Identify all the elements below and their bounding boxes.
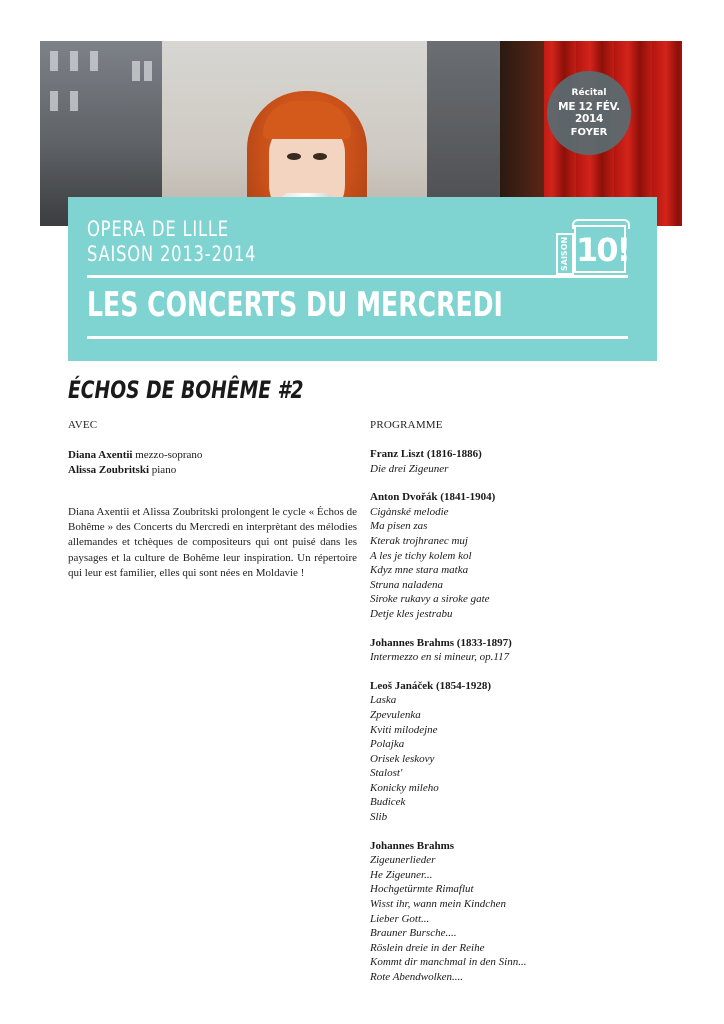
banner-title: LES CONCERTS DU MERCREDI xyxy=(87,285,503,325)
work-title: Kommt dir manchmal in den Sinn... xyxy=(370,956,527,969)
banner-divider-top xyxy=(87,275,628,278)
work-title: Zigeunerlieder xyxy=(370,854,436,867)
work-title: Wisst ihr, wann mein Kindchen xyxy=(370,898,506,911)
date-badge xyxy=(547,71,631,155)
composer-name: Franz Liszt (1816-1886) xyxy=(370,448,482,460)
programme-heading: PROGRAMME xyxy=(370,419,443,431)
programme-group xyxy=(370,490,670,621)
programme-list xyxy=(370,447,670,999)
work-title: Hochgetürmte Rimaflut xyxy=(370,883,474,896)
work-title: Struna naladena xyxy=(370,578,444,591)
event-title: ÉCHOS DE BOHÊME #2 xyxy=(68,376,304,404)
concert-description: Diana Axentii et Alissa Zoubritski prolongent le cycle « Échos de Bohême » des Concerts du Mercredi en interprètant des mélodies allemandes et tchèques de compositeurs qui ont puisé dans les paysages et la culture de Bohême leur inspiration. Un répertoire qui leur est familier, elles qui sont nées en Moldavie ! xyxy=(68,506,357,579)
performer-role: mezzo-soprano xyxy=(135,449,203,461)
work-title: Laska xyxy=(370,694,397,707)
programme-group xyxy=(370,636,670,665)
banner-organisation: OPERA DE LILLE xyxy=(87,217,229,241)
work-title: Lieber Gott... xyxy=(370,912,430,925)
work-title: Budicek xyxy=(370,796,406,809)
header-banner xyxy=(68,197,657,361)
work-title: Zpevulenka xyxy=(370,708,421,721)
composer-name: Johannes Brahms (1833-1897) xyxy=(370,636,512,649)
work-title: He Zigeuner... xyxy=(370,868,433,881)
composer-name: Leoš Janáček (1854-1928) xyxy=(370,679,491,692)
work-title: Siroke rukavy a siroke gate xyxy=(370,593,490,606)
performer-name: Diana Axentii xyxy=(68,449,133,461)
composer-name: Anton Dvořák (1841-1904) xyxy=(370,491,496,504)
work-title: Kviti milodejne xyxy=(370,723,438,736)
saison-logo-number: 10! xyxy=(574,225,626,273)
work-title: Kterak trojhranec muj xyxy=(370,534,468,547)
work-title: Polajka xyxy=(370,738,405,751)
work-title: Orisek leskovy xyxy=(370,752,435,765)
work-title: Rote Abendwolken.... xyxy=(370,971,463,983)
saison-logo xyxy=(552,219,628,273)
badge-venue: FOYER xyxy=(570,127,608,138)
banner-divider-bottom xyxy=(87,336,628,339)
avec-heading: AVEC xyxy=(68,419,98,431)
work-title: Detje kles jestrabu xyxy=(370,607,453,620)
work-title: Die drei Zigeuner xyxy=(370,462,449,475)
work-title: Ma pisen zas xyxy=(370,520,428,533)
composer-name: Johannes Brahms xyxy=(370,839,455,852)
performer xyxy=(68,448,202,463)
performer xyxy=(68,463,202,478)
work-title: Stalost' xyxy=(370,767,403,780)
banner-season: SAISON 2013-2014 xyxy=(87,242,257,266)
work-title: Slib xyxy=(370,811,388,824)
performer-name: Alissa Zoubritski xyxy=(68,463,149,476)
saison-logo-label: SAISON xyxy=(556,233,574,275)
work-title: Cigànské melodie xyxy=(370,505,449,518)
programme-group xyxy=(370,447,670,476)
performers-list xyxy=(68,448,202,477)
work-title: Intermezzo en si mineur, op.117 xyxy=(370,651,510,664)
programme-group xyxy=(370,839,670,985)
badge-type: Récital xyxy=(571,88,607,98)
work-title: Kdyz mne stara matka xyxy=(370,564,469,577)
performer-role: piano xyxy=(151,463,177,476)
badge-date: ME 12 FÉV. 2014 xyxy=(558,101,620,125)
work-title: Konicky mileho xyxy=(370,781,439,794)
work-title: A les je tichy kolem kol xyxy=(370,549,472,562)
programme-group xyxy=(370,679,670,825)
work-title: Brauner Bursche.... xyxy=(370,927,457,940)
work-title: Röslein dreie in der Reihe xyxy=(370,941,485,954)
